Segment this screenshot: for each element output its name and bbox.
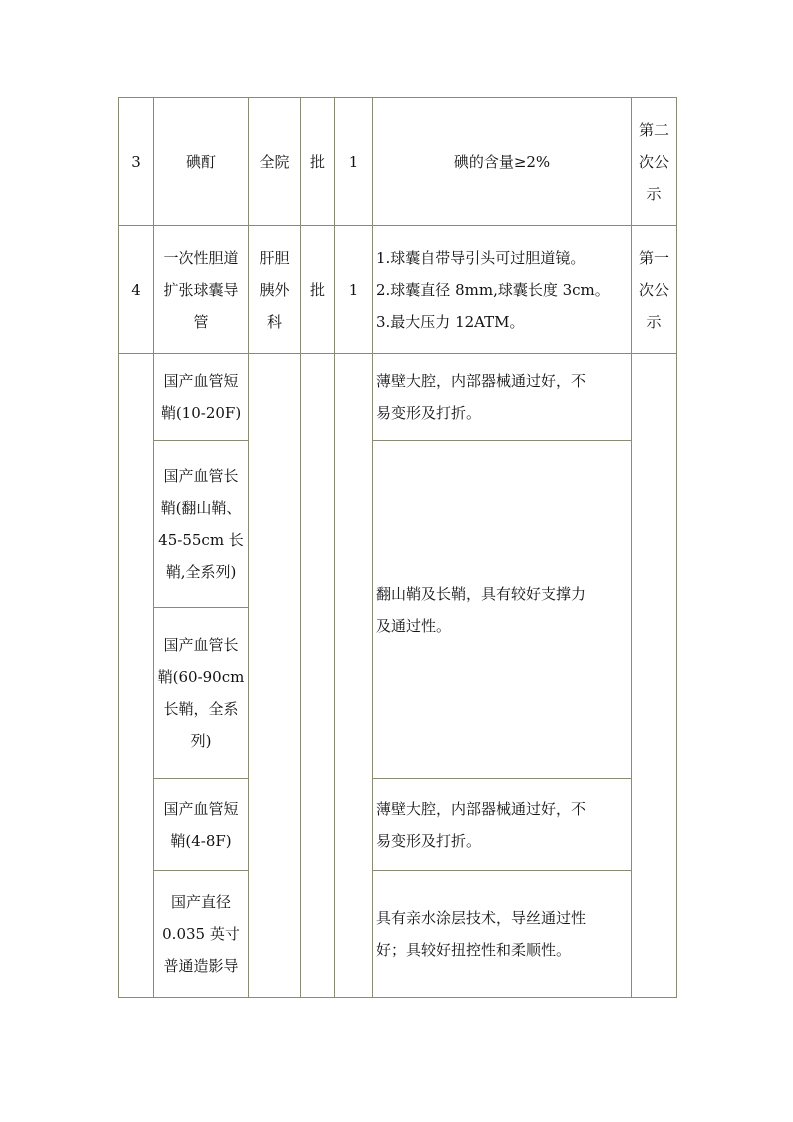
table-row-4 bbox=[119, 226, 677, 354]
item-notice-empty bbox=[632, 354, 677, 998]
item-unit: 批 bbox=[301, 226, 335, 354]
item-department bbox=[249, 226, 301, 354]
item-quantity: 1 bbox=[335, 226, 373, 354]
name-line: 鞘(10-20F) bbox=[160, 404, 242, 422]
item-number-empty bbox=[119, 354, 154, 998]
dept-line: 科 bbox=[266, 312, 282, 331]
item-spec bbox=[373, 226, 632, 354]
name-line: 国产血管长 bbox=[163, 636, 239, 654]
spec-line: 易变形及打折。 bbox=[376, 831, 482, 850]
item-department: 全院 bbox=[249, 98, 301, 226]
name-line: 管 bbox=[193, 312, 209, 331]
name-line: 国产血管短 bbox=[163, 799, 239, 818]
name-line: 鞘,全系列) bbox=[165, 563, 237, 581]
item-notice bbox=[632, 98, 677, 226]
spec-line: 3.最大压力 12ATM。 bbox=[376, 312, 525, 331]
item-spec bbox=[373, 871, 632, 998]
spec-line: 2.球囊直径 8mm,球囊长度 3cm。 bbox=[376, 280, 610, 299]
notice-line: 次公 bbox=[638, 152, 669, 171]
item-unit-empty bbox=[301, 354, 335, 998]
item-name bbox=[154, 441, 249, 608]
item-spec bbox=[373, 779, 632, 871]
item-name bbox=[154, 779, 249, 871]
table-row-3 bbox=[119, 98, 677, 226]
item-notice bbox=[632, 226, 677, 354]
notice-line: 示 bbox=[646, 312, 662, 331]
spec-table bbox=[118, 97, 677, 998]
spec-line: 具有亲水涂层技术，导丝通过性 bbox=[376, 909, 587, 927]
name-line: 鞘(翻山鞘、 bbox=[160, 499, 242, 517]
notice-line: 次公 bbox=[638, 280, 669, 299]
name-line: 一次性胆道 bbox=[163, 248, 239, 267]
dept-line: 胰外 bbox=[259, 280, 290, 299]
spec-line: 易变形及打折。 bbox=[376, 404, 482, 422]
table-row-5-2 bbox=[119, 441, 677, 608]
name-line: 列) bbox=[190, 732, 212, 750]
spec-line: 薄壁大腔，内部器械通过好，不 bbox=[376, 799, 587, 818]
item-number: 4 bbox=[119, 226, 154, 354]
notice-line: 示 bbox=[646, 184, 662, 203]
table-row-5-4 bbox=[119, 779, 677, 871]
name-line: 国产直径 bbox=[170, 893, 231, 911]
spec-line: 翻山鞘及长鞘，具有较好支撑力 bbox=[376, 584, 587, 603]
dept-line: 肝胆 bbox=[259, 248, 290, 267]
name-line: 扩张球囊导 bbox=[163, 280, 239, 299]
item-spec: 碘的含量≥2% bbox=[373, 98, 632, 226]
item-name bbox=[154, 226, 249, 354]
notice-line: 第二 bbox=[638, 120, 669, 139]
spec-line: 好；具较好扭控性和柔顺性。 bbox=[376, 941, 572, 959]
item-spec bbox=[373, 354, 632, 441]
item-name: 碘酊 bbox=[154, 98, 249, 226]
item-spec-merged bbox=[373, 441, 632, 779]
item-quantity-empty bbox=[335, 354, 373, 998]
name-line: 鞘(4-8F) bbox=[170, 831, 232, 850]
item-name bbox=[154, 871, 249, 998]
table-row-5-1 bbox=[119, 354, 677, 441]
name-line: 国产血管短 bbox=[163, 372, 239, 390]
name-line: 国产血管长 bbox=[163, 467, 239, 485]
spec-line: 薄壁大腔，内部器械通过好，不 bbox=[376, 372, 587, 390]
item-quantity: 1 bbox=[335, 98, 373, 226]
item-name bbox=[154, 354, 249, 441]
spec-line: 及通过性。 bbox=[376, 616, 452, 635]
notice-line: 第一 bbox=[638, 248, 669, 267]
spec-line: 1.球囊自带导引头可过胆道镜。 bbox=[376, 248, 586, 267]
item-unit: 批 bbox=[301, 98, 335, 226]
item-number: 3 bbox=[119, 98, 154, 226]
item-name bbox=[154, 608, 249, 779]
name-line: 普通造影导 bbox=[163, 957, 239, 975]
name-line: 长鞘，全系 bbox=[163, 700, 239, 718]
table-row-5-5 bbox=[119, 871, 677, 998]
name-line: 45-55cm 长 bbox=[158, 531, 244, 549]
name-line: 鞘(60-90cm bbox=[157, 668, 245, 686]
name-line: 0.035 英寸 bbox=[162, 925, 240, 943]
item-department-empty bbox=[249, 354, 301, 998]
